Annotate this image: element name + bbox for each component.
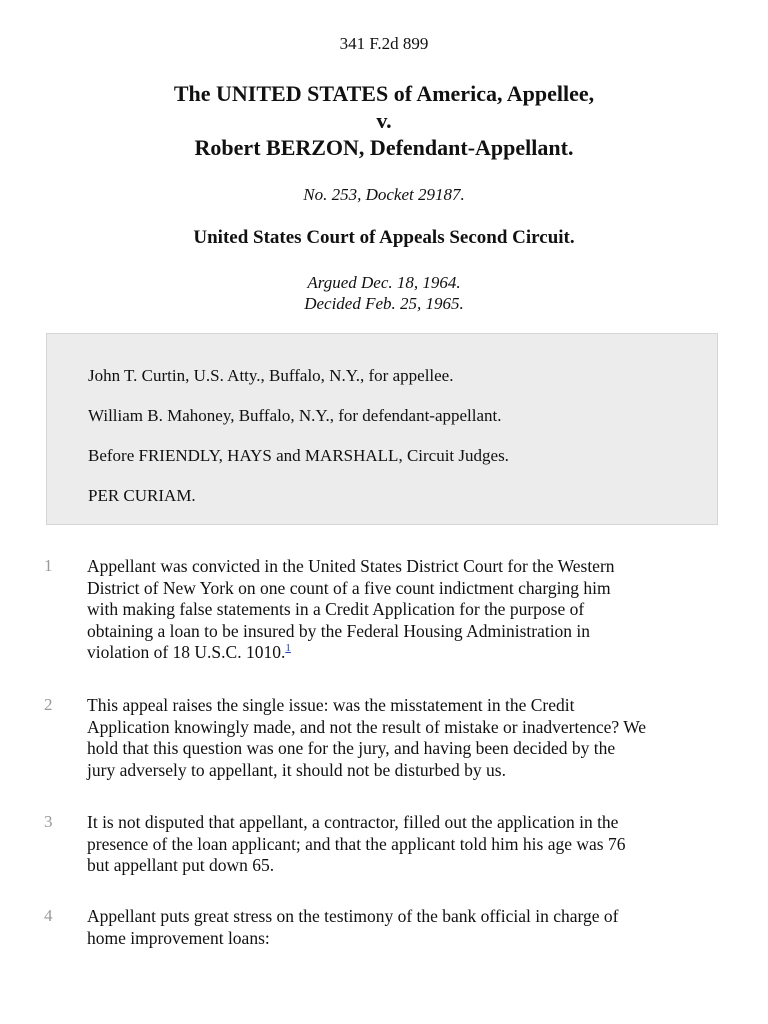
case-dates [0,272,768,314]
case-title [0,80,768,161]
case-title-appellee: The UNITED STATES of America, Appellee, [173,81,595,106]
text-line: It is not disputed that appellant, a contractor, filled out the application in the [87,812,619,832]
text-line: but appellant put down 65. [87,855,275,875]
footnote-link[interactable]: 1 [285,642,291,655]
paragraph-number: 4 [44,906,53,925]
text-line: home improvement loans: [87,927,270,948]
paragraph-text [87,695,727,781]
text-line: jury adversely to appellant, it should not be disturbed by us. [87,759,506,780]
appellant-counsel: William B. Mahoney, Buffalo, N.Y., for defendant-appellant. [88,406,502,425]
case-title-appellant: Robert BERZON, Defendant-Appellant. [194,135,574,160]
judges-panel: Before FRIENDLY, HAYS and MARSHALL, Circuit Judges. [88,446,509,465]
text-line: District of New York on one count of a five count indictment charging him [87,577,611,598]
paragraph-number: 2 [44,695,53,714]
text-line: hold that this question was one for the jury, and having been decided by the [87,738,616,758]
case-citation: 341 F.2d 899 [339,34,429,53]
text-line: This appeal raises the single issue: was the misstatement in the Credit [87,695,575,715]
counsel-box [46,333,718,525]
text-line-last [87,642,727,664]
text-line: Application knowingly made, and not the result of mistake or inadvertence? We [87,716,647,737]
text-line: with making false statements in a Credit Application for the purpose of [87,599,585,619]
text-line: Appellant puts great stress on the testimony of the bank official in charge of [87,906,619,926]
argued-date: Argued Dec. 18, 1964. [307,273,461,292]
paragraph-text [87,556,727,664]
text-line: violation of 18 U.S.C. 1010. [87,642,286,662]
appellee-counsel: John T. Curtin, U.S. Atty., Buffalo, N.Y., for appellee. [88,366,454,385]
paragraph-number: 3 [44,812,53,831]
docket-number: No. 253, Docket 29187. [303,185,465,204]
case-title-versus: v. [376,108,392,133]
text-line: presence of the loan applicant; and that the applicant told him his age was 76 [87,833,626,854]
paragraph-text [87,812,727,877]
court-name: United States Court of Appeals Second Circuit. [193,227,575,248]
text-line: obtaining a loan to be insured by the Federal Housing Administration in [87,620,591,641]
paragraph-text [87,906,727,949]
per-curiam: PER CURIAM. [88,486,196,505]
paragraph-number: 1 [44,556,53,575]
text-line: Appellant was convicted in the United States District Court for the Western [87,556,615,576]
decided-date: Decided Feb. 25, 1965. [304,294,464,313]
